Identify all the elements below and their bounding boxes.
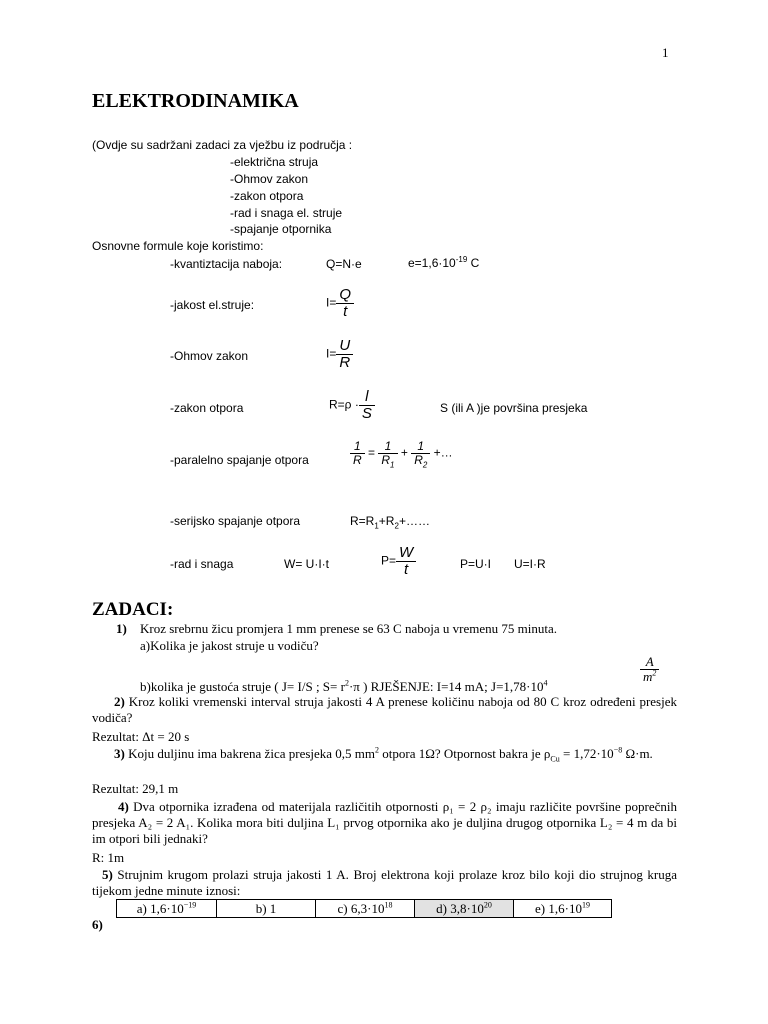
answer-choice-c: c) $6,3\cdot 10^{18}$ — [316, 900, 415, 918]
topic-item: -spajanje otpornika — [230, 222, 332, 236]
formula-label-jakost: -jakost el.struje: — [170, 298, 255, 312]
problem-1-text: Kroz srebrnu žicu promjera 1 mm prenese se 63 C naboja u vremenu 75 minuta. — [140, 621, 557, 636]
answer-choice-a: a) $1,6\cdot 10^{-19}$ — [117, 900, 217, 918]
formula-elementary-charge: $e=1,6\cdot 10^{-19}$ C — [408, 255, 480, 270]
problem-1-number: 1) — [116, 621, 127, 636]
problem-4-number: 4) — [118, 799, 129, 814]
problem-3-result: Rezultat: 29,1 m — [92, 781, 179, 796]
formula-label-otpor: -zakon otpora — [170, 401, 244, 415]
formula-voltage: U=I·R — [514, 557, 546, 571]
answer-choice-b: b) 1 — [217, 900, 316, 918]
problem-2-result: Rezultat: Δt = 20 s — [92, 729, 190, 744]
problem-1-question-a: a)Kolika je jakost struje u vodiču? — [140, 638, 319, 653]
formula-label-series: -serijsko spajanje otpora — [170, 514, 301, 528]
topic-item: -zakon otpora — [230, 189, 304, 203]
problem-2-text: Kroz koliki vremenski interval struja jakosti 4 A prenese količinu naboja od 80 C kroz određeni presjek vodiča? — [92, 694, 677, 725]
problem-3-number: 3) — [114, 746, 125, 761]
answer-choices-table — [116, 899, 612, 918]
answer-choice-d: d) $3,8\cdot 10^{20}$ — [415, 900, 514, 918]
problem-5-text: Strujnim krugom prolazi struja jakosti 1 A. Broj elektrona koji prolaze kroz bilo koji dio strujnog kruga tijekom jedne minute iznosi: — [92, 867, 677, 898]
formula-label-parallel: -paralelno spajanje otpora — [170, 453, 309, 467]
problem-5-number: 5) — [102, 867, 113, 882]
formula-power: P= $\frac{W}{t}$ — [381, 545, 416, 578]
formula-label-work-power: -rad i snaga — [170, 557, 234, 571]
formula-label-ohm: -Ohmov zakon — [170, 349, 249, 363]
formula-series: $R=R_1+R_2+\dots\dots$ — [350, 514, 430, 531]
problem-4-text: Dva otpornika izrađena od materijala različitih otpornosti ρ₁ = 2 ρ₂ imaju različite površine poprečnih presjeka A₂ = 2 A₁. Kolika mora biti duljina L₁ prvog otpornika ako je duljina drugog otpornika L₂ = 4 m da bi im otpori bili jednaki? — [92, 799, 677, 846]
formula-parallel: $\frac{1}{R}$ = $\frac{1}{R_1}$ + $\frac{1}{R_2}$ +… — [350, 440, 453, 466]
formula-work: W= U·I·t — [284, 557, 329, 571]
problem-5 — [92, 867, 677, 899]
formulas-heading: Osnovne formule koje koristimo: — [92, 239, 264, 253]
formula-resistance-note: S (ili A )je površina presjeka — [440, 401, 588, 415]
topic-item: -Ohmov zakon — [230, 172, 309, 186]
formula-ohm-law: I= $\frac{U}{R}$ — [326, 338, 353, 371]
formula-charge: Q=N·e — [326, 257, 362, 271]
problem-6-number: 6) — [92, 917, 103, 932]
page-number: 1 — [662, 45, 669, 60]
problem-2-number: 2) — [114, 694, 125, 709]
zadaci-heading: ZADACI: — [92, 599, 174, 620]
formula-resistance: R=ρ · $\frac{l}{S}$ — [329, 389, 375, 422]
topic-item: -rad i snaga el. struje — [230, 206, 343, 220]
problem-1-question-b: b)kolika je gustoća struje ( J= I/S ; $S= r^2\cdot\pi$ ) RJEŠENJE: I=14 mA; $J=1,78\cdot 10^4$ — [140, 678, 548, 694]
intro-text: (Ovdje su sadržani zadaci za vježbu iz područja : — [92, 138, 353, 152]
formula-power-ui: P=U·I — [460, 557, 492, 571]
formula-label-kvantizacija: -kvantiztacija naboja: — [170, 257, 283, 271]
current-density-unit: $\frac{A}{m^2}$ — [640, 655, 659, 683]
problem-2 — [92, 694, 677, 726]
page-title: ELEKTRODINAMIKA — [92, 90, 299, 112]
problem-4-result: R: 1m — [92, 850, 125, 865]
answer-choice-e: e) $1,6\cdot 10^{19}$ — [514, 900, 612, 918]
formula-current: I= $\frac{Q}{t}$ — [326, 287, 354, 320]
topic-item: -električna struja — [230, 155, 319, 169]
problem-4 — [92, 799, 677, 847]
problem-3: 3) Koju duljinu ima bakrena žica presjeka 0,5 $mm^2$ otpora 1Ω? Otpornost bakra je $\rho_{Cu} = 1,72\cdot 10^{-8}$ Ω·m. — [114, 745, 653, 764]
